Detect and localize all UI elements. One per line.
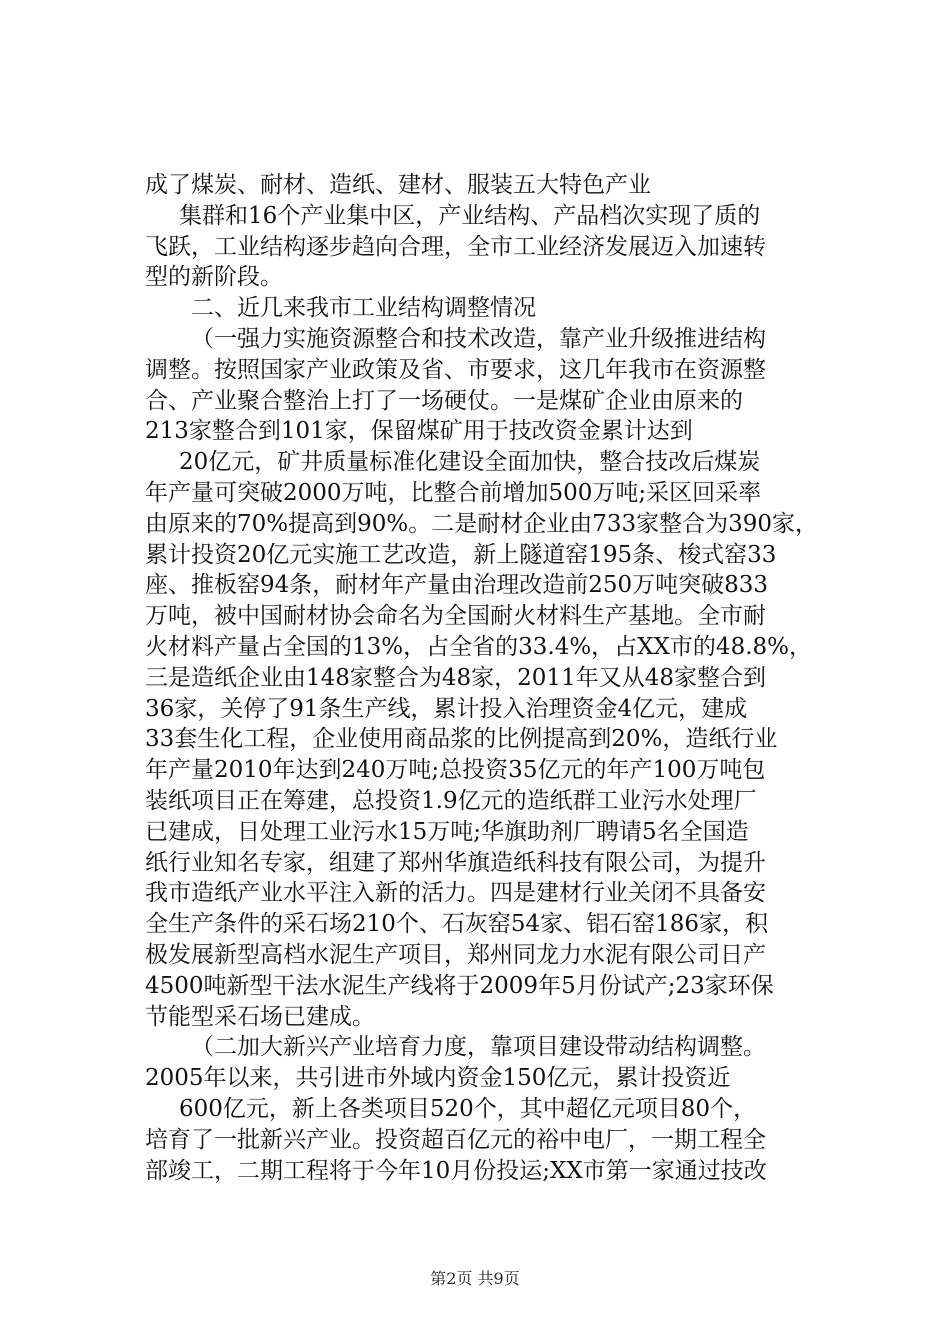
text-line: 2005年以来，共引进市外域内资金150亿元，累计投资近 xyxy=(145,1065,731,1092)
text-line: 成了煤炭、耐材、造纸、建材、服装五大特色产业 xyxy=(145,172,651,198)
text-line: （一强力实施资源整合和技术改造，靠产业升级推进结构 xyxy=(191,325,766,352)
text-line: 年产量可突破2000万吨，比整合前增加500万吨;采区回采率 xyxy=(145,479,762,506)
text-line: 纸行业知名专家，组建了郑州华旗造纸科技有限公司，为提升 xyxy=(145,849,766,876)
text-line: 4500吨新型干法水泥生产线将于2009年5月份试产;23家环保 xyxy=(145,972,774,999)
text-line: 座、推板窑94条，耐材年产量由治理改造前250万吨突破833 xyxy=(145,572,769,599)
document-body xyxy=(145,170,845,1186)
page-footer xyxy=(0,1266,950,1289)
text-line: 飞跃，工业结构逐步趋向合理，全市工业经济发展迈入加速转 xyxy=(145,233,766,260)
text-line: 三是造纸企业由148家整合为48家，2011年又从48家整合到 xyxy=(145,664,766,691)
text-line: 部竣工，二期工程将于今年10月份投运;XX市第一家通过技改 xyxy=(145,1157,767,1184)
text-line: 集群和16个产业集中区，产业结构、产品档次实现了质的 xyxy=(179,202,761,229)
text-line: 由原来的70%提高到90%。二是耐材企业由733家整合为390家， xyxy=(145,510,819,537)
text-line: （二加大新兴产业培育力度，靠项目建设带动结构调整。 xyxy=(191,1034,766,1061)
text-line: 已建成，日处理工业污水15万吨;华旗助剂厂聘请5名全国造 xyxy=(145,818,749,845)
text-line: 33套生化工程，企业使用商品浆的比例提高到20%，造纸行业 xyxy=(145,726,778,753)
text-line: 二、近几来我市工业结构调整情况 xyxy=(191,295,536,322)
text-line: 600亿元，新上各类项目520个，其中超亿元项目80个， xyxy=(179,1095,757,1122)
text-line: 20亿元，矿井质量标准化建设全面加快，整合技改后煤炭 xyxy=(179,449,761,476)
text-line: 累计投资20亿元实施工艺改造，新上隧道窑195条、梭式窑33 xyxy=(145,541,777,568)
text-line: 极发展新型高档水泥生产项目，郑州同龙力水泥有限公司日产 xyxy=(145,941,766,968)
text-line: 节能型采石场已建成。 xyxy=(145,1003,375,1030)
text-line: 火材料产量占全国的13%，占全省的33.4%，占XX市的48.8%， xyxy=(145,633,812,660)
text-line: 我市造纸产业水平注入新的活力。四是建材行业关闭不具备安 xyxy=(145,880,766,907)
text-line: 调整。按照国家产业政策及省、市要求，这几年我市在资源整 xyxy=(145,356,766,383)
text-line: 年产量2010年达到240万吨;总投资35亿元的年产100万吨包 xyxy=(145,757,766,784)
text-line: 36家，关停了91条生产线，累计投入治理资金4亿元，建成 xyxy=(145,695,748,722)
text-line: 万吨，被中国耐材协会命名为全国耐火材料生产基地。全市耐 xyxy=(145,603,766,630)
text-line: 全生产条件的采石场210个、石灰窑54家、铝石窑186家，积 xyxy=(145,911,769,938)
page-number: 第2页 共9页 xyxy=(430,1269,520,1288)
text-line: 装纸项目正在筹建，总投资1.9亿元的造纸群工业污水处理厂 xyxy=(145,787,757,814)
text-line: 213家整合到101家，保留煤矿用于技改资金累计达到 xyxy=(145,418,693,445)
text-line: 培育了一批新兴产业。投资超百亿元的裕中电厂，一期工程全 xyxy=(145,1126,766,1153)
text-line: 合、产业聚合整治上打了一场硬仗。一是煤矿企业由原来的 xyxy=(145,387,743,414)
text-line: 型的新阶段。 xyxy=(145,264,283,291)
